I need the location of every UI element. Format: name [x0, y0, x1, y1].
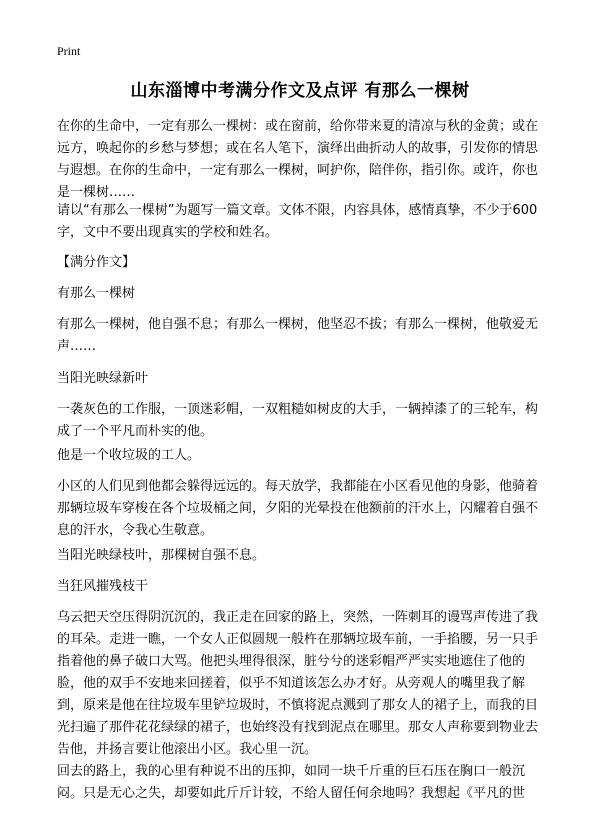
- section-label: 【满分作文】: [57, 255, 136, 270]
- body-paragraph: 他是一个收垃圾的工人。: [57, 448, 201, 463]
- page-title: 山东淄博中考满分作文及点评 有那么一棵树: [130, 81, 470, 101]
- body-paragraph: 小区的人们见到他都会躲得远远的。每天放学，我都能在小区看见他的身影，他骑着那辆垃圾车穿梭在各个垃圾桶之间，夕阳的光晕投在他额前的汗水上，闪耀着自强不息的汗水，令我心生敬意。: [57, 479, 539, 538]
- body-paragraph: 一袭灰色的工作服，一顶迷彩帽，一双粗糙如树皮的大手，一辆掉漆了的三轮车，构成了一个平凡而朴实的他。: [57, 402, 539, 439]
- body-paragraph: 乌云把天空压得阴沉沉的，我正走在回家的路上，突然，一阵刺耳的谩骂声传进了我的耳朵。走进一瞧，一个女人正似圆规一般杵在那辆垃圾车前，一手掐腰，另一只手指着他的鼻子破口大骂。他把头埋得很深，脏兮兮的迷彩帽严严实实地遮住了他的脸，他的双手不安地来回搓着，似乎不知道该怎么办才好。从旁观人的嘴里我了解到，原来是他在往垃圾车里铲垃圾时，不慎将泥点溅到了那女人的裙子上，而我的目光扫遍了那件花花绿绿的裙子，也始终没有找到泥点在哪里。那女人声称要到物业去告他，并扬言要让他滚出小区。我心里一沉。: [57, 610, 539, 757]
- subheading: 当阳光映绿新叶: [57, 371, 149, 386]
- instruction-paragraph: 请以“有那么一棵树”为题写一篇文章。文体不限，内容具体，感情真挚，不少于600字，文中不要出现真实的学校和姓名。: [57, 203, 538, 240]
- subheading: 当狂风摧残枝干: [57, 579, 149, 594]
- essay-title: 有那么一棵树: [57, 286, 136, 301]
- body-paragraph: 有那么一棵树，他自强不息；有那么一棵树，他坚忍不拔；有那么一棵树，他敬爱无声……: [57, 317, 539, 354]
- body-paragraph: 当阳光映绿枝叶，那棵树自强不息。: [57, 548, 266, 563]
- body-paragraph: 回去的路上，我的心里有种说不出的压抑，如同一块千斤重的巨石压在胸口一般沉闷。只是无心之失，却要如此斤斤计较，不给人留任何余地吗？我想起《平凡的世: [57, 764, 526, 801]
- prompt-paragraph: 在你的生命中，一定有那么一棵树：或在窗前，给你带来夏的清凉与秋的金黄；或在远方，唤起你的乡愁与梦想；或在名人笔下，演绎出曲折动人的故事，引发你的情思与遐想。在你的生命中，一定有那么一棵树，呵护你，陪伴你，指引你。或许，你也是一棵树……: [57, 119, 539, 200]
- print-link[interactable]: Print: [57, 44, 81, 58]
